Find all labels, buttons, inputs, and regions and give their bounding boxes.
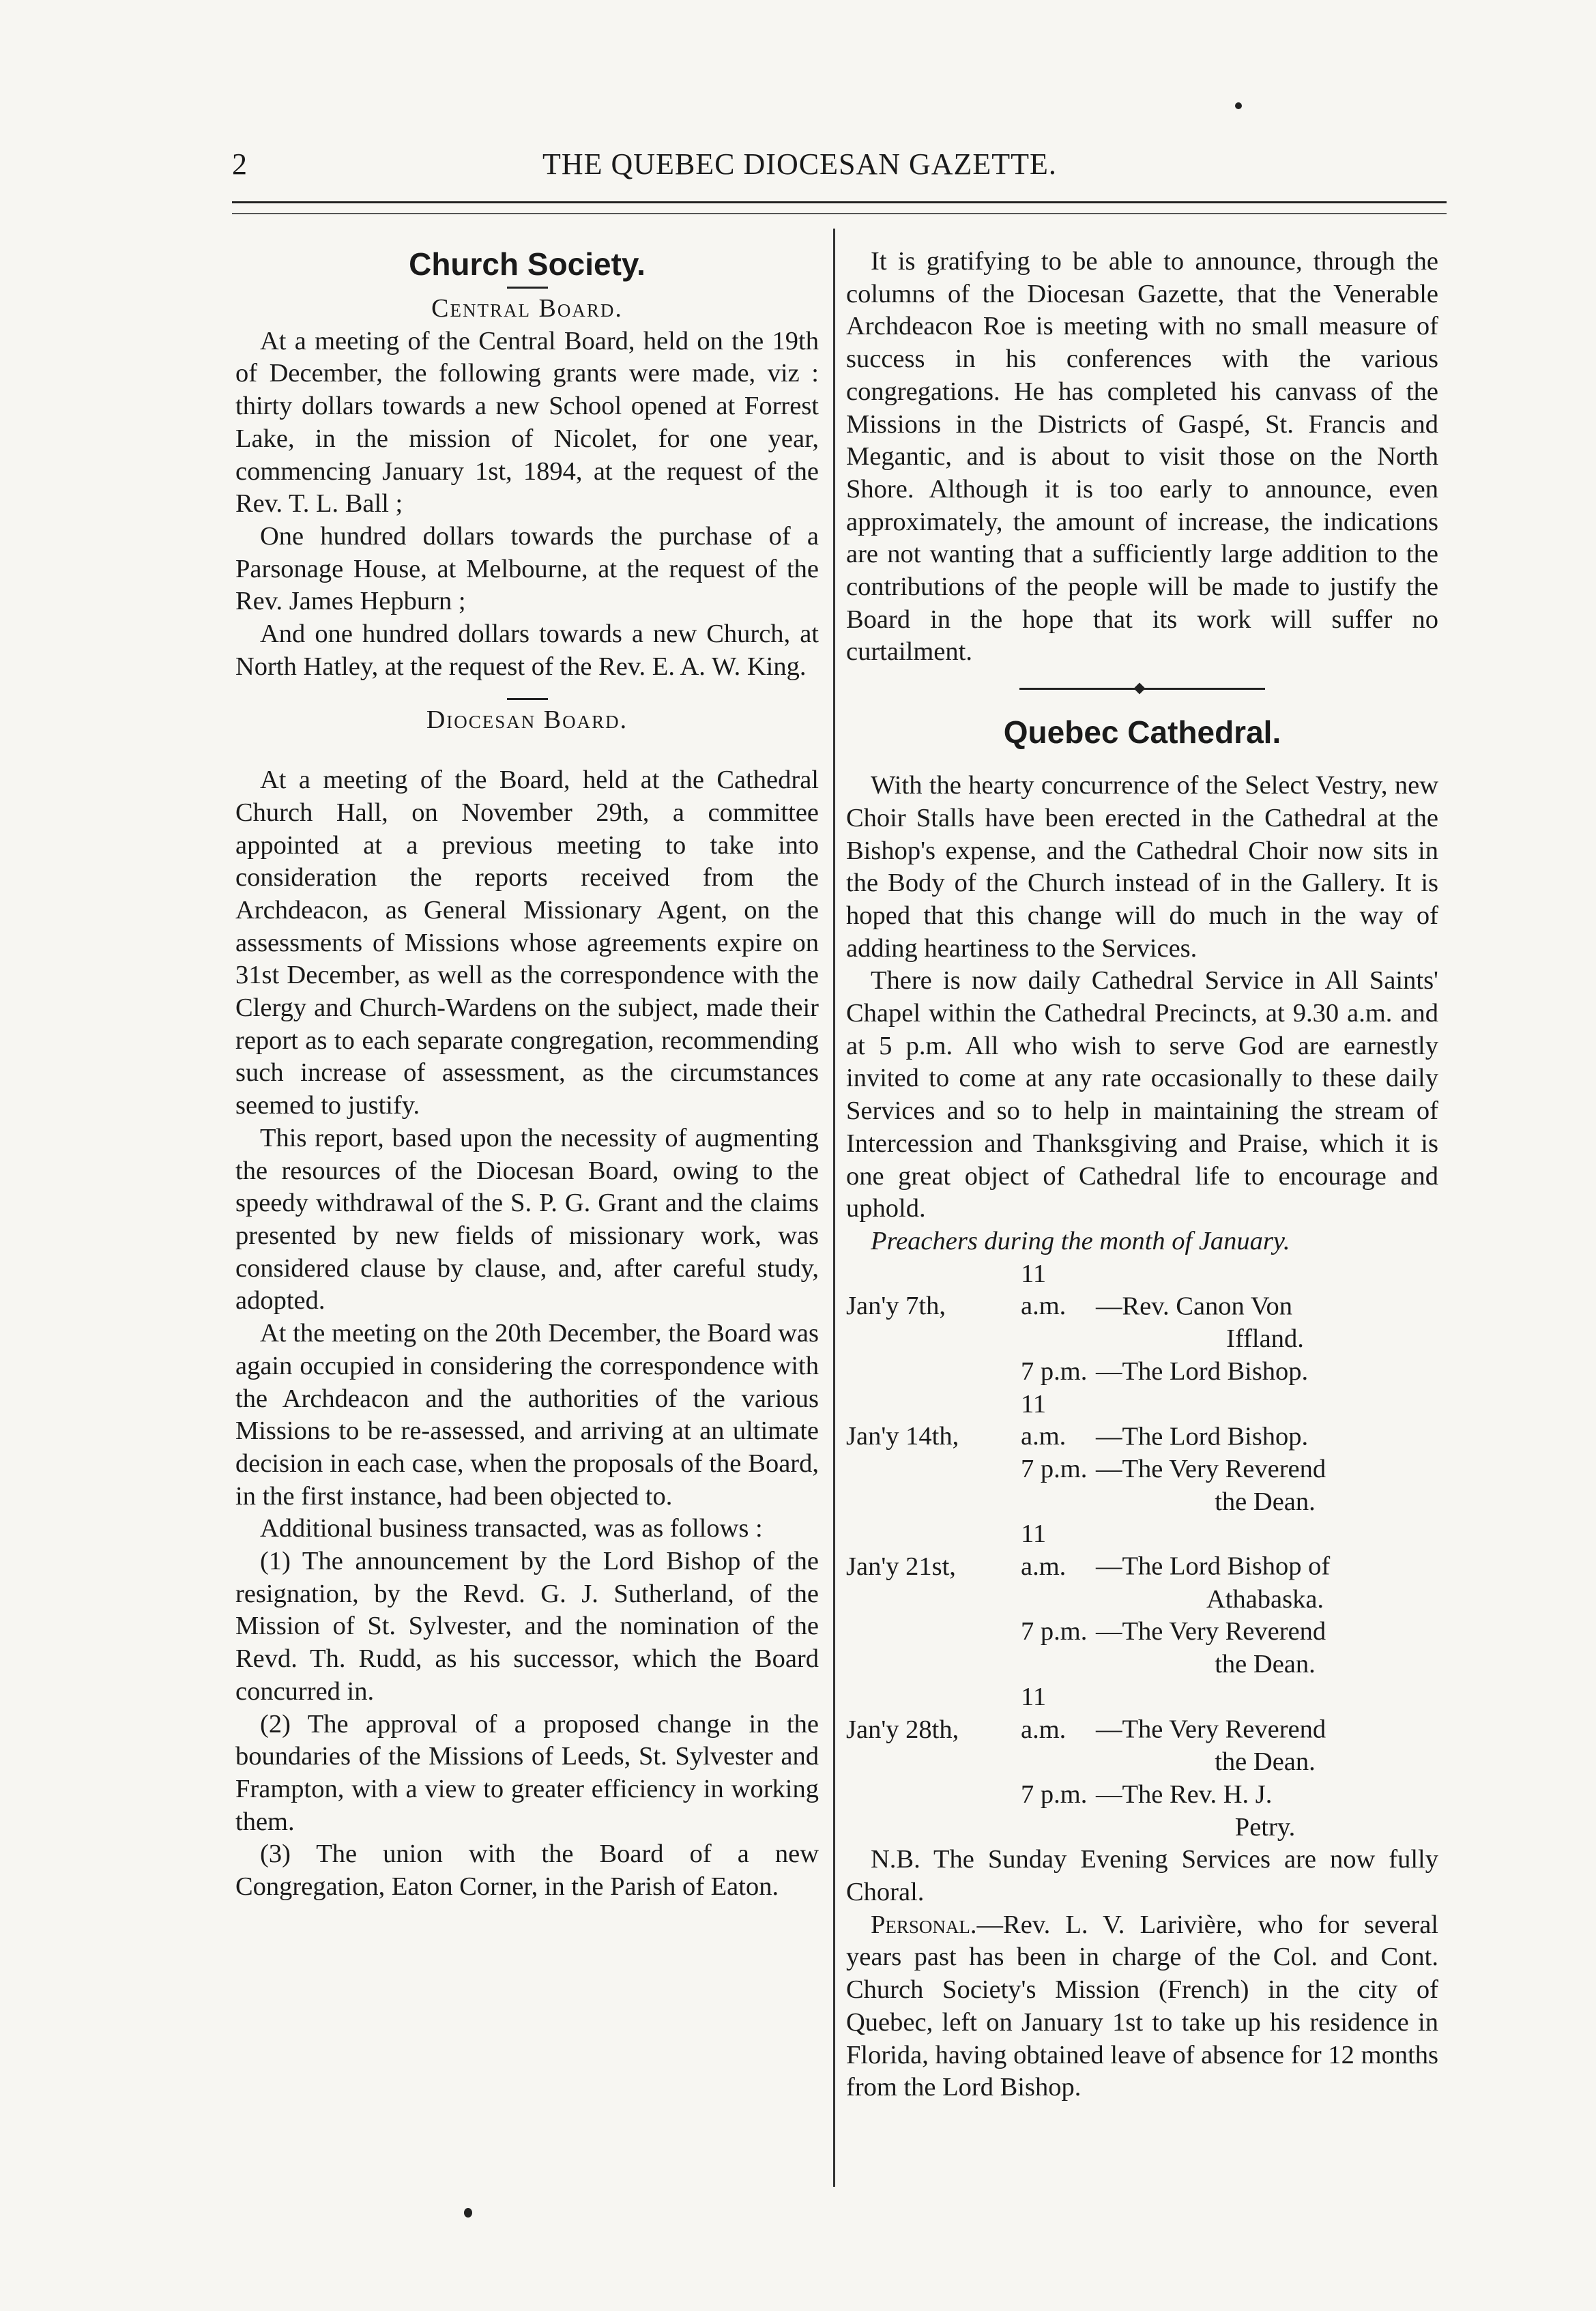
list-item: 7 p.m. —The Lord Bishop. <box>1021 1356 1309 1386</box>
paragraph: This report, based upon the necessity of augmenting the resources of the Diocesan Board, owing to the speedy withdrawal of the S. P. G. Grant and the claims presented by new fields of missionary work, was considered clause by clause, and, after careful study, adopted. <box>235 1123 819 1316</box>
paragraph: And one hundred dollars towards a new Church, at North Hatley, at the request of the Rev. E. A. W. King. <box>235 620 819 681</box>
list-item: 7 p.m. —The Very Reverend the Dean. <box>1021 1454 1326 1516</box>
speck <box>464 2208 472 2218</box>
personal-label: Personal. <box>871 1910 977 1939</box>
central-board-heading: Central Board. <box>431 294 623 323</box>
page-header <box>232 147 1460 188</box>
gazette-title: THE QUEBEC DIOCESAN GAZETTE. <box>542 147 1057 181</box>
paragraph: It is gratifying to be able to announce, through the columns of the Diocesan Gazette, that the Venerable Archdeacon Roe is meeting with no small measure of success in his conferences with the various congregations. He has completed his canvass of the Missions in the Districts of Gaspé, St. Francis and Megantic, and is about to visit those on the North Shore. Although it is too early to announce, even approximately, the amount of increase, the indications are not wanting that a sufficiently large addition to the contributions of the people will be made to justify the Board in the hope that its work will suffer no curtailment. <box>846 247 1438 667</box>
list-item: Jan'y 14th,11 a.m. —The Lord Bishop. <box>846 1389 1309 1451</box>
personal-paragraph <box>846 1909 1438 2104</box>
diocesan-board-heading: Diocesan Board. <box>426 706 628 735</box>
page-number: 2 <box>232 147 247 181</box>
list-item: Jan'y 28th,11 a.m. —The Very Reverend the Dean. <box>846 1682 1326 1777</box>
list-item: Jan'y 7th,11 a.m. —Rev. Canon Von Iffland. <box>846 1259 1304 1354</box>
header-rule <box>232 201 1447 214</box>
short-rule <box>507 287 548 289</box>
paragraph: Additional business transacted, was as follows : <box>260 1514 763 1543</box>
paragraph: One hundred dollars towards the purchase of a Parsonage House, at Melbourne, at the request of the Rev. James Hepburn ; <box>235 521 819 616</box>
list-item: 7 p.m. —The Rev. H. J. Petry. <box>1021 1779 1296 1842</box>
column-divider <box>833 229 835 2187</box>
personal-text: —Rev. L. V. Larivière, who for several years past has been in charge of the Col. and Cont. Church Society's Mission (French) in the city of Quebec, left on January 1st to take up his residence in Florida, having obtained leave of absence for 12 months from the Lord Bishop. <box>846 1910 1438 2102</box>
ornamental-rule <box>1019 684 1265 693</box>
cathedral-heading: Quebec Cathedral. <box>1003 714 1281 751</box>
preachers-list <box>846 1258 1438 1844</box>
paragraph: At a meeting of the Central Board, held on the 19th of December, the following grants were made, viz : thirty dollars towards a new School opened at Forrest Lake, in the mission of Nicolet, for one year, commencing January 1st, 1894, at the request of the Rev. T. L. Ball ; <box>235 326 819 519</box>
preachers-heading: Preachers during the month of January. <box>871 1226 1290 1255</box>
short-rule <box>507 698 548 700</box>
paragraph: There is now daily Cathedral Service in All Saints' Chapel within the Cathedral Precincts, at 9.30 a.m. and at 5 p.m. All who wish to serve God are earnestly invited to come at any rate occasionally to these daily Services and so to help in maintaining the stream of Intercession and Thanksgiving and Praise, which it is one great object of Cathedral life to encourage and uphold. <box>846 966 1438 1223</box>
speck <box>1235 102 1242 109</box>
paragraph: At a meeting of the Board, held at the Cathedral Church Hall, on November 29th, a committee appointed at a previous meeting to take into consideration the reports received from the Archdeacon, as General Missionary Agent, on the assessments of Missions whose agreements expire on 31st December, as well as the correspondence with the Clergy and Church-Wardens on the subject, made their report as to each separate congregation, recommending such increase of assessment, as the circumstances seemed to justify. <box>235 766 819 1120</box>
church-society-heading: Church Society. <box>409 246 645 282</box>
nb-note: N.B. The Sunday Evening Services are now fully Choral. <box>846 1845 1438 1907</box>
paragraph: (2) The approval of a proposed change in the boundaries of the Missions of Leeds, St. Sylvester and Frampton, with a view to greater efficiency in working them. <box>235 1709 819 1836</box>
list-item: Jan'y 21st,11 a.m. —The Lord Bishop of Athabaska. <box>846 1520 1331 1614</box>
paragraph: (3) The union with the Board of a new Congregation, Eaton Corner, in the Parish of Eaton. <box>235 1840 819 1902</box>
left-column <box>235 246 819 1904</box>
list-item: 7 p.m. —The Very Reverend the Dean. <box>1021 1617 1326 1679</box>
right-column <box>846 246 1438 2104</box>
paragraph: With the hearty concurrence of the Select Vestry, new Choir Stalls have been erected in the Cathedral at the Bishop's expense, and the Cathedral Choir now sits in the Body of the Church instead of in the Gallery. It is hoped that this change will do much in the way of adding heartiness to the Services. <box>846 771 1438 963</box>
paragraph: (1) The announcement by the Lord Bishop of the resignation, by the Revd. G. J. Sutherland, of the Mission of St. Sylvester, and the nomination of the Revd. Th. Rudd, as his successor, which the Board concurred in. <box>235 1547 819 1706</box>
paragraph: At the meeting on the 20th December, the Board was again occupied in considering the correspondence with the Archdeacon and the authorities of the various Missions to be re-assessed, and arriving at an ultimate decision in each case, when the proposals of the Board, in the first instance, had been objected to. <box>235 1319 819 1511</box>
